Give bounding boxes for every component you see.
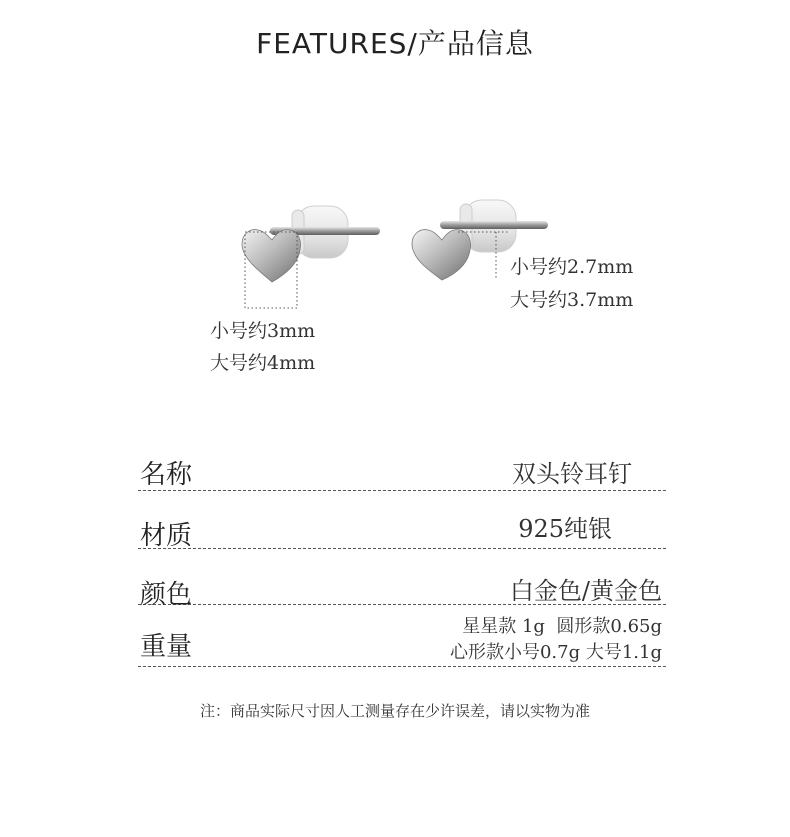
disclaimer-note: 注：商品实际尺寸因人工测量存在少许误差，请以实物为准 <box>199 702 590 720</box>
spec-divider-bottom <box>138 666 666 667</box>
left-size-large: 大号约4mm <box>210 352 316 374</box>
spec-row-color <box>138 566 666 610</box>
spec-label-name: 名称 <box>140 460 193 490</box>
right-size-large: 大号约3.7mm <box>510 289 634 311</box>
spec-row-name <box>138 448 666 491</box>
left-heart <box>242 230 301 282</box>
right-heart <box>412 230 471 280</box>
spec-label-color: 颜色 <box>140 580 193 610</box>
spec-row-weight <box>138 610 666 664</box>
spec-value-material: 925纯银 <box>518 515 612 543</box>
spec-row-material <box>138 505 666 549</box>
right-size-small: 小号约2.7mm <box>510 256 634 278</box>
spec-value-weight-line2: 心形款小号0.7g 大号1.1g <box>449 642 662 663</box>
page-title: FEATURES/产品信息 <box>256 27 534 60</box>
spec-value-name: 双头铃耳钉 <box>512 460 632 488</box>
spec-value-color: 白金色/黄金色 <box>509 577 662 605</box>
right-earring-pin <box>440 221 548 229</box>
spec-value-weight-line1: 星星款 1g 圆形款0.65g <box>462 616 662 637</box>
left-size-small: 小号约3mm <box>210 320 316 342</box>
spec-label-weight: 重量 <box>140 632 193 662</box>
spec-label-material: 材质 <box>140 521 193 551</box>
